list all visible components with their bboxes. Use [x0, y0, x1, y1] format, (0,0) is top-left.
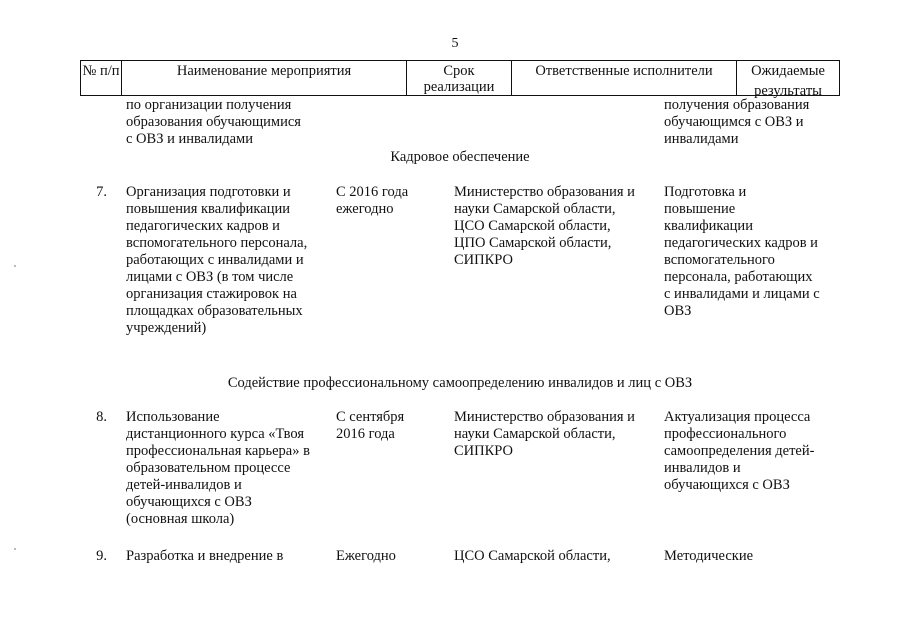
continuation-results: получения образования обучающимся с ОВЗ и инвалидами: [664, 97, 810, 147]
row-name: Разработка и внедрение в: [126, 548, 284, 564]
table-header: [80, 60, 840, 99]
scan-speck: [14, 265, 16, 267]
row-results: Методические: [664, 548, 754, 564]
header-results: Ожидаемые результаты: [736, 61, 839, 95]
continuation-name: по организации получения образования обучающимися с ОВЗ и инвалидами: [126, 97, 301, 147]
row-name: Организация подготовки и повышения квалификации педагогических кадров и вспомогательного персонала, работающих с инвалидами и лицами с ОВЗ (в том числе организация стажировок на площадках образовательных учреждений): [126, 184, 308, 336]
row-term: Ежегодно: [336, 548, 396, 564]
row-name: Использование дистанционного курса «Твоя профессиональная карьера» в образовательном процессе детей-инвалидов и обучающихся с ОВЗ (основная школа): [126, 409, 310, 527]
header-responsible: Ответственные исполнители: [511, 61, 736, 95]
scan-speck: [14, 548, 16, 550]
row-term: С 2016 года ежегодно: [336, 184, 409, 217]
header-term: Срок реализации: [406, 61, 511, 95]
row-term: С сентября 2016 года: [336, 409, 405, 442]
row-results: Актуализация процесса профессионального самоопределения детей- инвалидов и обучающихся с ОВЗ: [664, 409, 815, 493]
page-number: 5: [451, 36, 459, 51]
section-career: Содействие профессиональному самоопределению инвалидов и лиц с ОВЗ: [227, 375, 693, 391]
row-responsible: ЦСО Самарской области,: [454, 548, 611, 564]
row-num: 9.: [96, 548, 107, 564]
header-num: № п/п: [82, 63, 120, 79]
row-responsible: Министерство образования и науки Самарской области, СИПКРО: [454, 409, 635, 459]
row-num: 7.: [96, 184, 107, 200]
section-staffing: Кадровое обеспечение: [390, 149, 530, 165]
row-results: Подготовка и повышение квалификации педагогических кадров и вспомогательного персонала, работающих с инвалидами и лицами с ОВЗ: [664, 184, 820, 319]
row-responsible: Министерство образования и науки Самарской области, ЦСО Самарской области, ЦПО Самарской области, СИПКРО: [454, 184, 635, 268]
header-name: Наименование мероприятия: [121, 61, 406, 95]
row-num: 8.: [96, 409, 107, 425]
